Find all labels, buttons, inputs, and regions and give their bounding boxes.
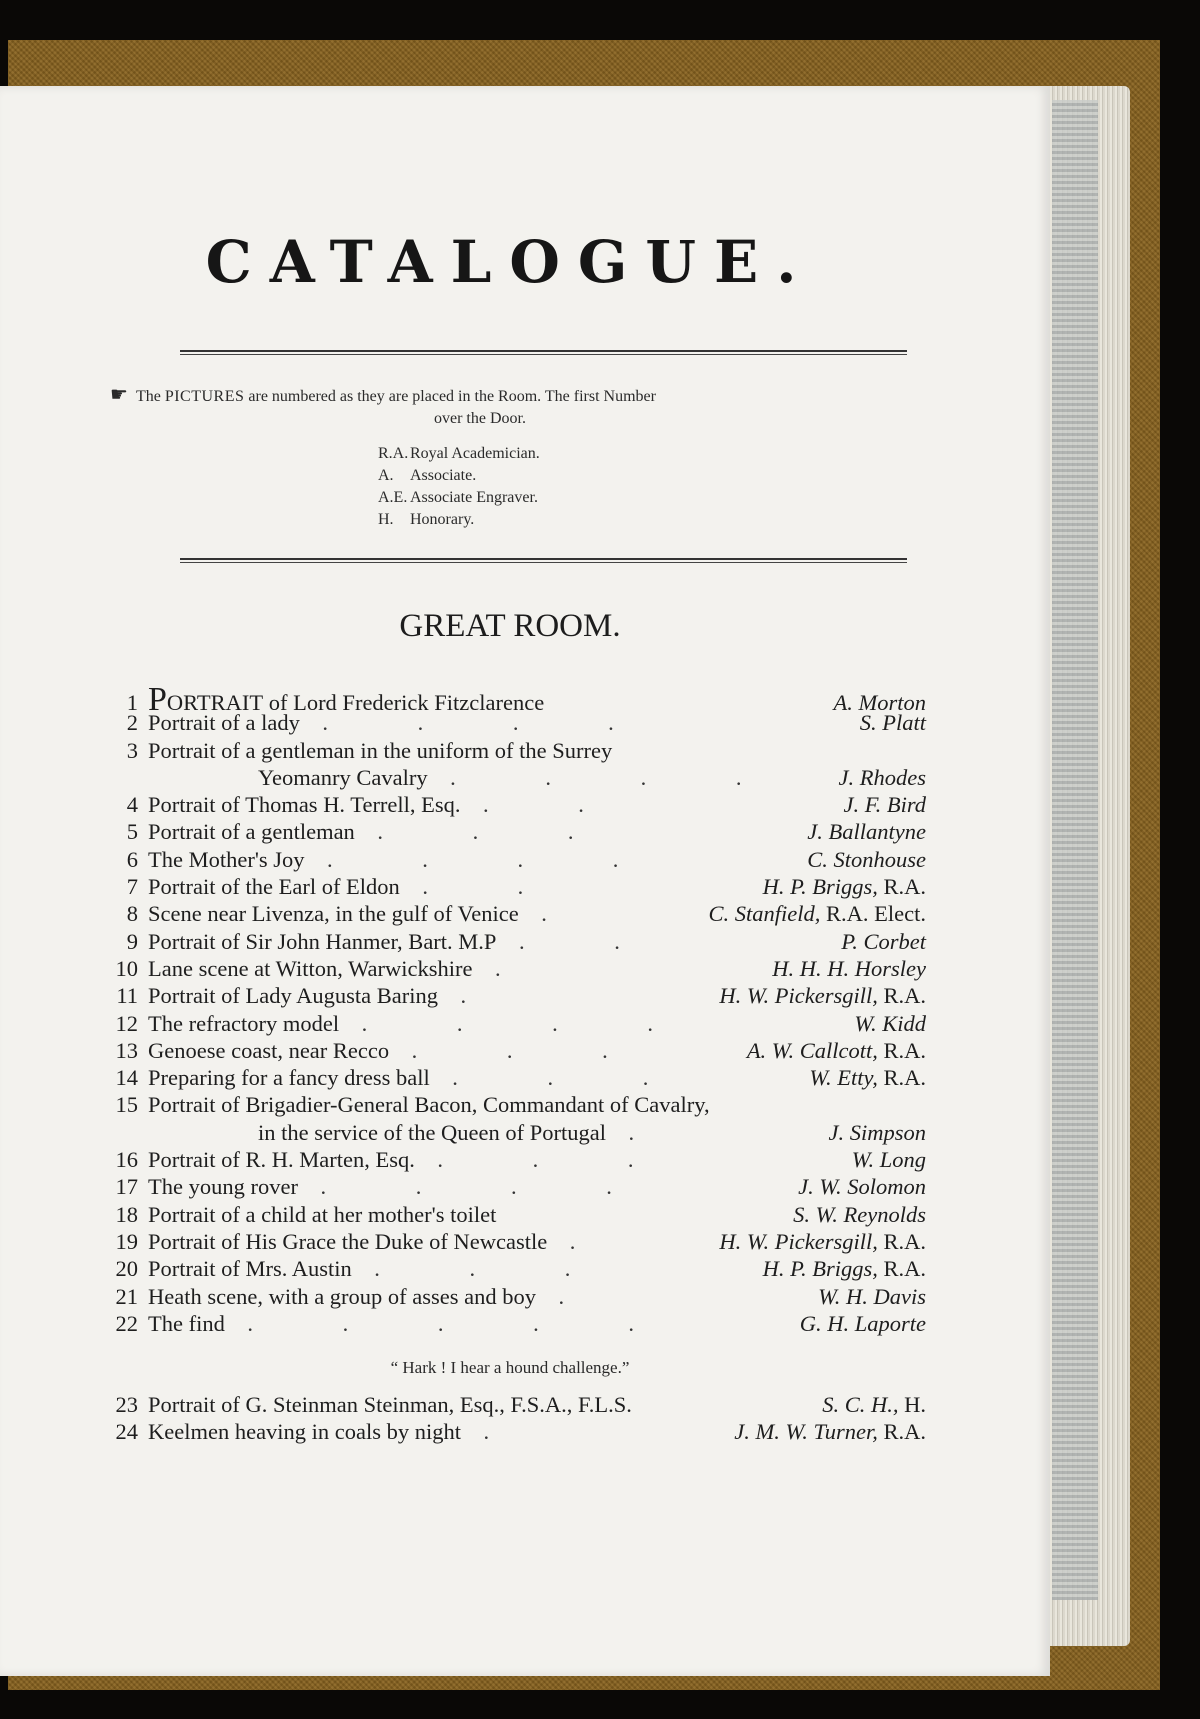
entry-title: [148, 765, 831, 791]
entry-title-text: Heath scene, with a group of asses and boy: [148, 1283, 537, 1309]
entry-number: 8: [126, 901, 138, 927]
entry-artist: [764, 956, 926, 982]
entry-artist: [846, 1011, 926, 1037]
entry-title-text: Portrait of Thomas H. Terrell, Esq.: [148, 792, 461, 818]
artist-name: G. H. Laporte: [799, 1310, 926, 1336]
entry-title: [148, 983, 711, 1009]
entry-number: 16: [115, 1147, 138, 1173]
entry-artist: [799, 847, 926, 873]
catalogue-entry: [96, 956, 926, 983]
entry-title-text: Portrait of Sir John Hanmer, Bart. M.P: [148, 928, 497, 954]
leader-dots: .: [460, 983, 509, 1009]
artist-name: S. Platt: [859, 710, 926, 736]
entry-title: [148, 1229, 711, 1255]
artist-degree: R.A.: [877, 1256, 926, 1282]
entry-title: [148, 710, 852, 736]
leader-dots: . . . . .: [247, 1310, 676, 1336]
entry-title: [148, 847, 799, 873]
abbreviation-row: [378, 465, 540, 487]
catalogue-entry: [96, 901, 926, 928]
leader-dots: .: [628, 1119, 677, 1145]
leader-dots: . . . .: [320, 1174, 654, 1200]
catalogue-entries: [96, 683, 926, 1338]
entry-title-text: Portrait of Brigadier-General Bacon, Commandant of Cavalry,: [148, 1092, 710, 1118]
entry-artist: [810, 1284, 926, 1310]
entry-title: [148, 792, 836, 818]
entry-title: [148, 874, 755, 900]
leader-dots: . .: [422, 874, 566, 900]
entry-artist: [844, 1147, 926, 1173]
page-edge-strip: [1052, 100, 1098, 1600]
catalogue-entry: [96, 1038, 926, 1065]
abbreviation-list: [378, 443, 540, 531]
entry-artist: [755, 874, 926, 900]
entry-number: 23: [115, 1392, 138, 1417]
entry-title-text: Keelmen heaving in coals by night: [148, 1419, 462, 1445]
entry-number: 3: [126, 737, 138, 763]
entry-artist: [711, 1229, 926, 1255]
leader-dots: . . . .: [450, 764, 784, 790]
entry-artist: [790, 1174, 926, 1200]
page-title: CATALOGUE.: [205, 228, 815, 296]
artist-degree: R.A.: [877, 874, 926, 900]
entry-number: 18: [115, 1201, 138, 1227]
artist-name: J. Rhodes: [838, 764, 926, 790]
artist-name: J. Simpson: [828, 1119, 926, 1145]
catalogue-entry: [96, 710, 926, 737]
entry-title: [148, 901, 701, 927]
entry-title-text: Yeomanry Cavalry: [258, 764, 428, 790]
artist-name: A. W. Callcott,: [746, 1037, 878, 1063]
entry-title: [148, 819, 799, 845]
pointing-hand-icon: ☛: [110, 384, 128, 406]
artist-name: W. H. Davis: [818, 1283, 926, 1309]
artist-name: W. Long: [851, 1147, 926, 1173]
leader-dots: . . .: [374, 1256, 613, 1282]
catalogue-entry: [96, 738, 926, 765]
entry-number: 10: [115, 955, 138, 981]
entry-number: 20: [115, 1256, 138, 1282]
abbreviation-row: [378, 443, 540, 465]
artist-name: J. Ballantyne: [807, 819, 926, 845]
entry-number: 24: [115, 1419, 138, 1445]
drop-initial: P: [148, 683, 167, 717]
leader-dots: . . .: [377, 819, 616, 845]
catalogue-entry: [96, 1284, 926, 1311]
abbreviation-code: H.: [378, 511, 394, 528]
entry-number: 21: [115, 1283, 138, 1309]
entry-title: [148, 1120, 821, 1146]
entry-title: [148, 1092, 918, 1118]
abbreviation-code: R.A.: [378, 445, 409, 462]
leader-dots: . . .: [452, 1065, 691, 1091]
entry-quote: “ Hark ! I hear a hound challenge.”: [390, 1358, 630, 1377]
leader-dots: . . .: [411, 1037, 650, 1063]
entry-title: [148, 1311, 792, 1337]
entry-title: [148, 1038, 739, 1064]
entry-title-text: Portrait of R. H. Marten, Esq.: [148, 1147, 415, 1173]
abbreviation-code: A.: [378, 467, 394, 484]
entry-artist: [792, 1311, 926, 1337]
entry-number: 17: [115, 1174, 138, 1200]
entry-title-text: The Mother's Joy: [148, 846, 305, 872]
artist-degree: H.: [898, 1392, 926, 1417]
entry-title-caps: ORTRAIT: [166, 690, 264, 715]
leader-dots: . .: [483, 792, 626, 818]
entry-number: 9: [126, 928, 138, 954]
artist-name: H. P. Briggs,: [762, 874, 878, 900]
abbreviation-meaning: Honorary.: [410, 511, 475, 528]
entry-number: 13: [115, 1037, 138, 1063]
leader-dots: .: [483, 1419, 532, 1445]
catalogue-entry: [96, 819, 926, 846]
catalogue-entry: [96, 1011, 926, 1038]
entry-title: [148, 1256, 755, 1282]
catalogue-entry: [96, 765, 926, 792]
catalogue-entry: [96, 983, 926, 1010]
artist-degree: R.A.: [877, 1065, 926, 1091]
entry-title: [148, 1011, 846, 1037]
section-title: GREAT ROOM.: [399, 608, 621, 644]
leader-dots: .: [569, 1228, 618, 1254]
entry-title-text: Portrait of a gentleman: [148, 819, 355, 845]
notice-text: are numbered as they are placed in the Room. The first Number: [248, 388, 656, 405]
leader-dots: . . .: [437, 1147, 676, 1173]
entry-artist: [814, 1392, 926, 1418]
entry-artist: [701, 901, 926, 927]
entry-artist: A. Morton: [833, 690, 926, 715]
artist-degree: R.A.: [877, 1419, 926, 1445]
abbreviation-row: [378, 509, 540, 531]
catalogue-entry: [96, 1120, 926, 1147]
numbering-notice: [110, 384, 920, 430]
entry-title: [148, 929, 833, 955]
artist-name: H. W. Pickersgill,: [719, 1228, 878, 1254]
artist-degree: R.A.: [877, 1037, 926, 1063]
entry-title-text: Portrait of a lady: [148, 710, 300, 736]
artist-name: C. Stonhouse: [807, 846, 926, 872]
abbreviation-meaning: Associate Engraver.: [410, 489, 538, 506]
catalogue-entry: [96, 1202, 926, 1229]
entry-artist: [711, 983, 926, 1009]
entry-artist: [821, 1120, 927, 1146]
entry-number: 2: [126, 710, 138, 736]
entry-artist: [739, 1038, 926, 1064]
entry-title: [148, 1419, 726, 1445]
artist-name: H. P. Briggs,: [762, 1256, 878, 1282]
entry-artist: [799, 819, 926, 845]
notice-lead: The: [135, 388, 161, 405]
abbreviation-meaning: Royal Academician.: [410, 445, 540, 462]
catalogue-entry: [96, 847, 926, 874]
entry-artist: [755, 1256, 926, 1282]
entry-title-text: Portrait of the Earl of Eldon: [148, 874, 400, 900]
artist-name: W. Kidd: [854, 1010, 926, 1036]
entry-title-text: Scene near Livenza, in the gulf of Venice: [148, 901, 519, 927]
entry-title-text: Genoese coast, near Recco: [148, 1037, 390, 1063]
notice-pictures: PICTURES: [164, 388, 245, 405]
artist-degree: R.A.: [877, 983, 926, 1009]
entry-title: [148, 1147, 844, 1173]
entry-artist: [831, 765, 926, 791]
artist-name: H. W. Pickersgill,: [719, 983, 878, 1009]
entry-number: 6: [126, 846, 138, 872]
entry-title-text: Lane scene at Witton, Warwickshire: [148, 955, 473, 981]
entry-title: [148, 1174, 790, 1200]
entry-number: 1: [126, 690, 138, 715]
entry-title-text: in the service of the Queen of Portugal: [258, 1119, 607, 1145]
catalogue-entry: [96, 929, 926, 956]
artist-name: J. F. Bird: [843, 792, 926, 818]
middle-rule-thin: [180, 562, 907, 563]
entry-artist: [836, 792, 927, 818]
catalogue-entry: [96, 1256, 926, 1283]
catalogue-entry: [96, 1311, 926, 1338]
leader-dots: .: [541, 901, 589, 927]
top-rule: [180, 350, 907, 352]
catalogue-entries-continued: [96, 1392, 926, 1447]
artist-name: S. W. Reynolds: [793, 1201, 926, 1227]
notice-text-2: over the Door.: [434, 410, 526, 427]
artist-name: S. C. H.,: [822, 1392, 899, 1417]
artist-name: P. Corbet: [841, 928, 926, 954]
artist-degree: R.A. Elect.: [820, 901, 926, 927]
entry-number: 5: [126, 819, 138, 845]
catalogue-entry: [96, 1392, 926, 1419]
leader-dots: .: [494, 955, 543, 981]
entry-title: [148, 1202, 785, 1228]
entry-title-rest: of Lord Frederick Fitzclarence: [263, 690, 545, 715]
catalogue-entry: [96, 1419, 926, 1446]
entry-title-text: Portrait of a gentleman in the uniform of the Surrey: [148, 737, 613, 763]
catalogue-entry: [96, 1229, 926, 1256]
leader-dots: . .: [518, 928, 662, 954]
abbreviation-code: A.E.: [378, 489, 408, 506]
entry-title-text: Portrait of Mrs. Austin: [148, 1256, 352, 1282]
catalogue-entry: [96, 874, 926, 901]
entry-title: [148, 738, 918, 764]
entry-number: 22: [115, 1310, 138, 1336]
leader-dots: .: [558, 1283, 607, 1309]
entry-title: [148, 956, 764, 982]
middle-rule: [180, 558, 907, 560]
entry-artist: [801, 1065, 926, 1091]
leader-dots: . . . .: [322, 710, 656, 736]
leader-dots: . . . .: [327, 846, 661, 872]
entry-title-text: The find: [148, 1310, 225, 1336]
entry-title-text: Portrait of His Grace the Duke of Newcastle: [148, 1228, 548, 1254]
artist-name: J. W. Solomon: [798, 1174, 926, 1200]
entry-number: 12: [115, 1010, 138, 1036]
entry-title-text: Portrait of a child at her mother's toilet: [148, 1201, 497, 1227]
catalogue-entry: [96, 683, 926, 717]
artist-degree: R.A.: [877, 1228, 926, 1254]
entry-artist: [833, 929, 926, 955]
entry-number: 14: [115, 1065, 138, 1091]
entry-number: 19: [115, 1228, 138, 1254]
entry-number: 11: [116, 983, 138, 1009]
catalogue-entry: [96, 1147, 926, 1174]
entry-title-text: The young rover: [148, 1174, 298, 1200]
entry-number: 15: [115, 1092, 138, 1118]
entry-number: 4: [126, 792, 138, 818]
entry-artist: [785, 1202, 926, 1228]
catalogue-entry: [96, 1092, 926, 1119]
leader-dots: . . . .: [361, 1010, 696, 1036]
entry-artist: [726, 1419, 926, 1445]
top-rule-thin: [180, 354, 907, 355]
catalogue-entry: [96, 792, 926, 819]
catalogue-entry: [96, 1065, 926, 1092]
entry-title-text: Portrait of G. Steinman Steinman, Esq., F.S.A., F.L.S.: [148, 1392, 632, 1417]
artist-name: J. M. W. Turner,: [734, 1419, 878, 1445]
entry-title-text: Portrait of Lady Augusta Baring: [148, 983, 438, 1009]
entry-title-text: The refractory model: [148, 1010, 340, 1036]
entry-title-text: Preparing for a fancy dress ball: [148, 1065, 430, 1091]
abbreviation-row: [378, 487, 540, 509]
entry-number: 7: [126, 874, 138, 900]
abbreviation-meaning: Associate.: [410, 467, 477, 484]
entry-title: [148, 1392, 814, 1418]
artist-name: W. Etty,: [809, 1065, 878, 1091]
artist-name: C. Stanfield,: [708, 901, 821, 927]
catalogue-entry: [96, 1174, 926, 1201]
entry-title: [148, 1284, 810, 1310]
entry-title: [148, 1065, 801, 1091]
entry-artist: [852, 710, 926, 736]
artist-name: H. H. H. Horsley: [772, 955, 926, 981]
